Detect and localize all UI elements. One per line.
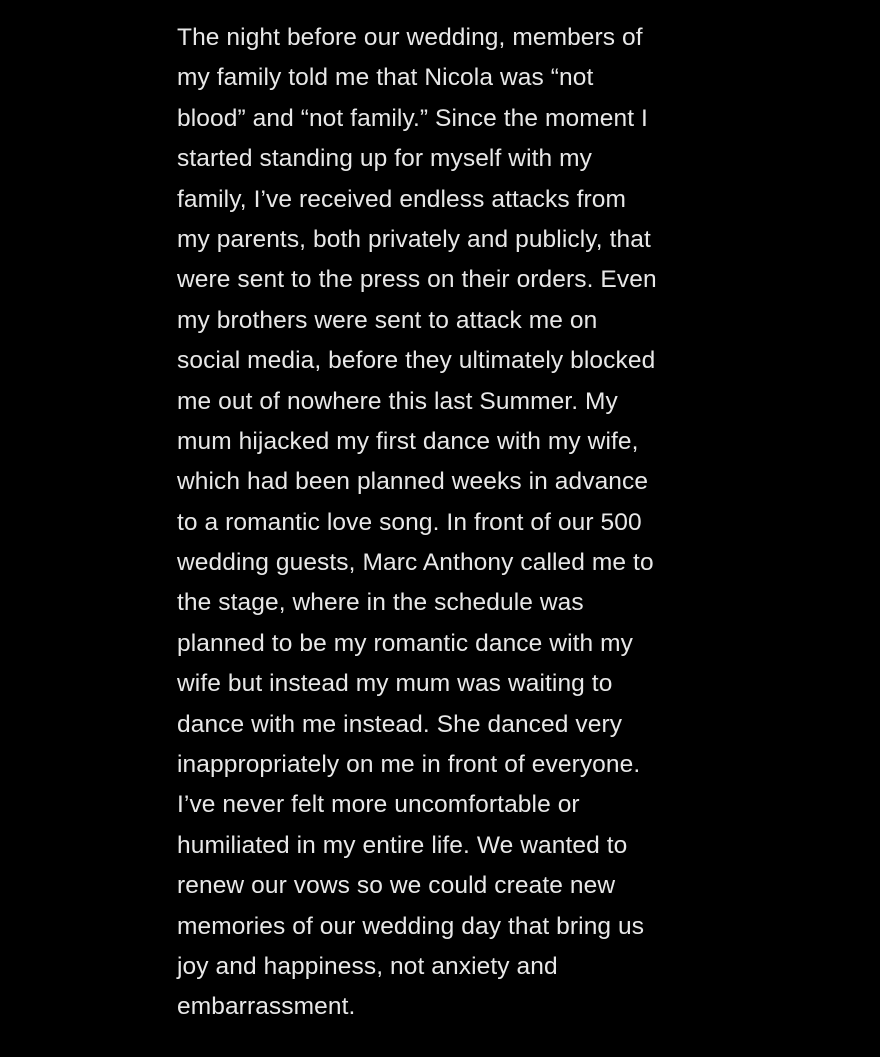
text-line: my parents, both privately and publicly, that <box>177 225 651 253</box>
text-line: joy and happiness, not anxiety and <box>177 952 558 980</box>
text-line: my family told me that Nicola was “not <box>177 64 594 92</box>
text-line: inappropriately on me in front of everyone. <box>177 751 641 779</box>
text-line: me out of nowhere this last Summer. My <box>177 387 618 415</box>
text-line: social media, before they ultimately blocked <box>177 347 656 375</box>
text-line: memories of our wedding day that bring us <box>177 912 645 940</box>
text-line: I’ve never felt more uncomfortable or <box>177 791 580 819</box>
text-line: to a romantic love song. In front of our 500 <box>177 508 642 536</box>
text-line: wife but instead my mum was waiting to <box>177 670 613 698</box>
statement-text <box>177 18 737 1028</box>
text-line: my brothers were sent to attack me on <box>177 306 598 334</box>
text-line: started standing up for myself with my <box>177 145 593 173</box>
text-line: embarrassment. <box>177 993 356 1021</box>
text-line: humiliated in my entire life. We wanted to <box>177 831 628 859</box>
text-line: family, I’ve received endless attacks from <box>177 185 626 213</box>
text-line: the stage, where in the schedule was <box>177 589 584 617</box>
text-line: The night before our wedding, members of <box>177 24 643 51</box>
text-line: wedding guests, Marc Anthony called me to <box>177 549 654 577</box>
text-line: blood” and “not family.” Since the moment I <box>177 104 648 132</box>
text-line: renew our vows so we could create new <box>177 872 616 900</box>
text-line: were sent to the press on their orders. Even <box>177 266 657 294</box>
text-line: which had been planned weeks in advance <box>177 468 649 496</box>
text-line: dance with me instead. She danced very <box>177 710 623 738</box>
text-line: mum hijacked my first dance with my wife, <box>177 427 639 455</box>
text-line: planned to be my romantic dance with my <box>177 629 634 657</box>
